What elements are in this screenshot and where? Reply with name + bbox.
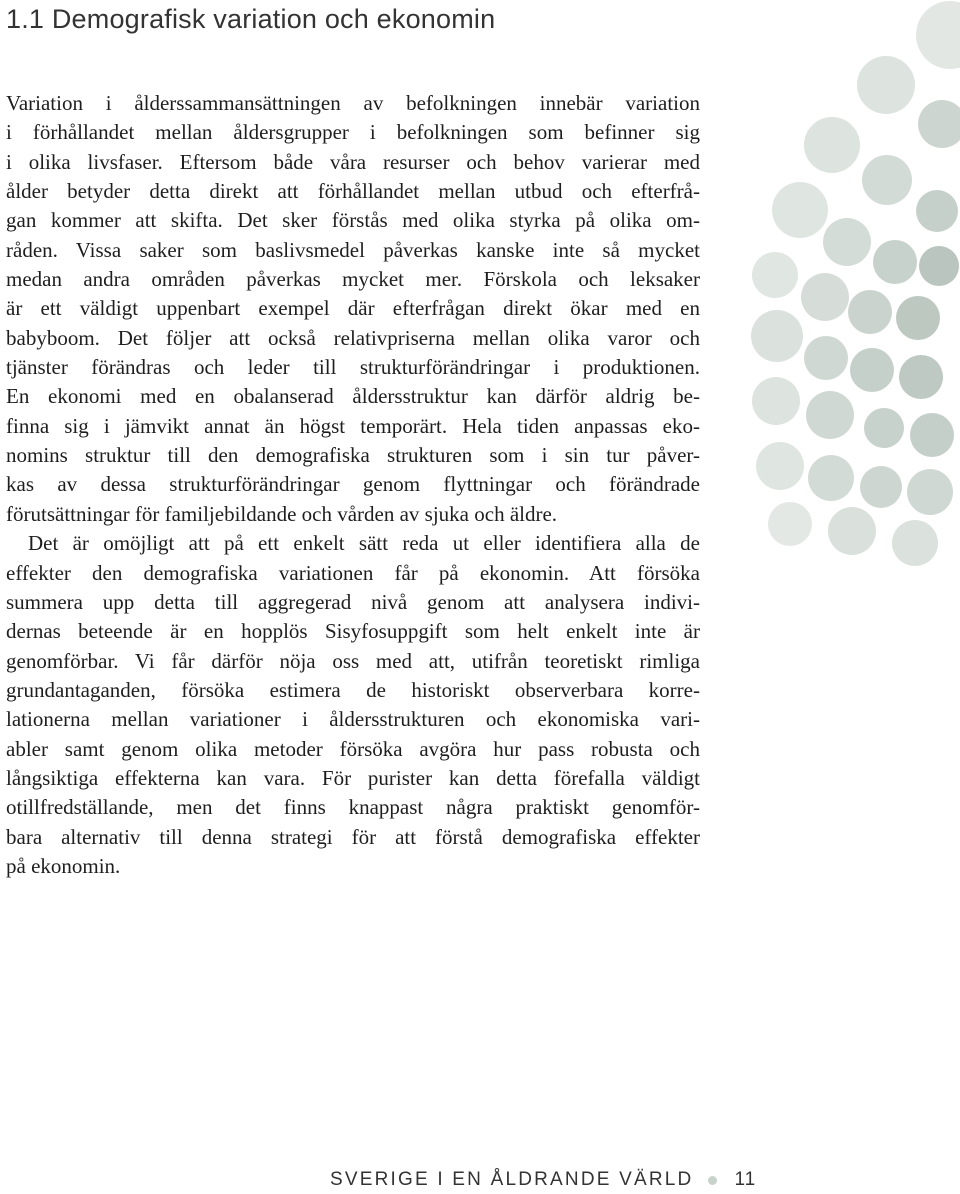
text-line: i olika livsfaser. Eftersom både våra resurser och behov varierar med: [6, 149, 700, 174]
text-line: grundantaganden, försöka estimera de historiskt observerbara korre-: [6, 677, 700, 702]
text-line: medan andra områden påverkas mycket mer. Förskola och leksaker: [6, 267, 700, 292]
decorative-circle: [804, 117, 860, 173]
bullet-icon: [708, 1176, 717, 1185]
decorative-circle: [850, 348, 894, 392]
decorative-circle: [896, 296, 940, 340]
text-line: Variation i ålderssammansättningen av befolkningen innebär variation: [6, 91, 700, 115]
page-number: 11: [734, 1169, 757, 1190]
section-heading: 1.1 Demografisk variation och ekonomin: [6, 4, 496, 34]
text-line: kas av dessa strukturförändringar genom flyttningar och förändrade: [6, 472, 700, 497]
text-line: ålder betyder detta direkt att förhållandet mellan utbud och efterfrå-: [6, 179, 700, 204]
text-line: gan kommer att skifta. Det sker förstås med olika styrka på olika om-: [6, 208, 700, 233]
text-line: abler samt genom olika metoder försöka avgöra hur pass robusta och: [6, 736, 700, 761]
decorative-circle: [918, 100, 960, 148]
paragraph-1: [6, 89, 700, 529]
decorative-circle: [916, 1, 960, 69]
decorative-circle: [907, 469, 953, 515]
text-line: En ekonomi med en obalanserad åldersstruktur kan därför aldrig be-: [6, 384, 700, 409]
decorative-circle: [751, 310, 803, 362]
text-line: tjänster förändras och leder till strukturförändringar i produktionen.: [6, 355, 700, 380]
text-line: finna sig i jämvikt annat än högst temporärt. Hela tiden anpassas eko-: [6, 413, 700, 438]
decorative-circle: [857, 56, 915, 114]
decorative-circle: [862, 155, 912, 205]
text-line: lationerna mellan variationer i åldersstrukturen och ekonomiska vari-: [6, 707, 700, 732]
text-line: är ett väldigt uppenbart exempel där efterfrågan direkt ökar med en: [6, 296, 700, 321]
paragraph-2: [6, 529, 700, 881]
decorative-circle: [864, 408, 904, 448]
text-line: nomins struktur till den demografiska strukturen som i sin tur påver-: [6, 443, 700, 468]
decorative-circle: [801, 273, 849, 321]
decorative-circle: [752, 252, 798, 298]
text-line: effekter den demografiska variationen får på ekonomin. Att försöka: [6, 560, 700, 585]
text-line: förutsättningar för familjebildande och vården av sjuka och äldre.: [6, 501, 558, 526]
decorative-circle: [919, 246, 959, 286]
text-line: råden. Vissa saker som baslivsmedel påverkas kanske inte så mycket: [6, 237, 700, 262]
decorative-circle: [752, 377, 800, 425]
body-text: [6, 89, 700, 881]
text-line: i förhållandet mellan åldersgrupper i befolkningen som befinner sig: [6, 120, 700, 145]
decorative-circle: [768, 502, 812, 546]
text-line: bara alternativ till denna strategi för att förstå demografiska effekter: [6, 824, 700, 849]
decorative-circle: [772, 182, 828, 238]
decorative-circle: [808, 455, 854, 501]
text-line: genomförbar. Vi får därför nöja oss med att, utifrån teoretiskt rimliga: [6, 648, 700, 673]
decorative-circle: [873, 240, 917, 284]
decorative-circle: [823, 218, 871, 266]
decorative-circle: [848, 290, 892, 334]
text-line: långsiktiga effekterna kan vara. För purister kan detta förefalla väldigt: [6, 765, 700, 790]
text-line: dernas beteende är en hopplös Sisyfosuppgift som helt enkelt inte är: [6, 619, 700, 644]
decorative-circle: [892, 520, 938, 566]
text-line: otillfredställande, men det finns knappast några praktiskt genomför-: [6, 795, 700, 820]
decorative-circle: [828, 507, 876, 555]
text-line: på ekonomin.: [6, 853, 121, 878]
text-line: babyboom. Det följer att också relativpriserna mellan olika varor och: [6, 325, 700, 350]
decorative-circle: [756, 442, 804, 490]
text-line: summera upp detta till aggregerad nivå genom att analysera indivi-: [6, 589, 700, 614]
text-line: Det är omöjligt att på ett enkelt sätt reda ut eller identifiera alla de: [28, 531, 700, 556]
decorative-circle: [899, 355, 943, 399]
page-footer: [330, 1166, 756, 1194]
decorative-circle: [806, 391, 854, 439]
footer-title: SVERIGE I EN ÅLDRANDE VÄRLD: [330, 1169, 694, 1190]
decorative-circle: [860, 466, 902, 508]
decorative-circle: [804, 336, 848, 380]
decorative-circle: [910, 413, 954, 457]
decorative-circle: [916, 190, 958, 232]
